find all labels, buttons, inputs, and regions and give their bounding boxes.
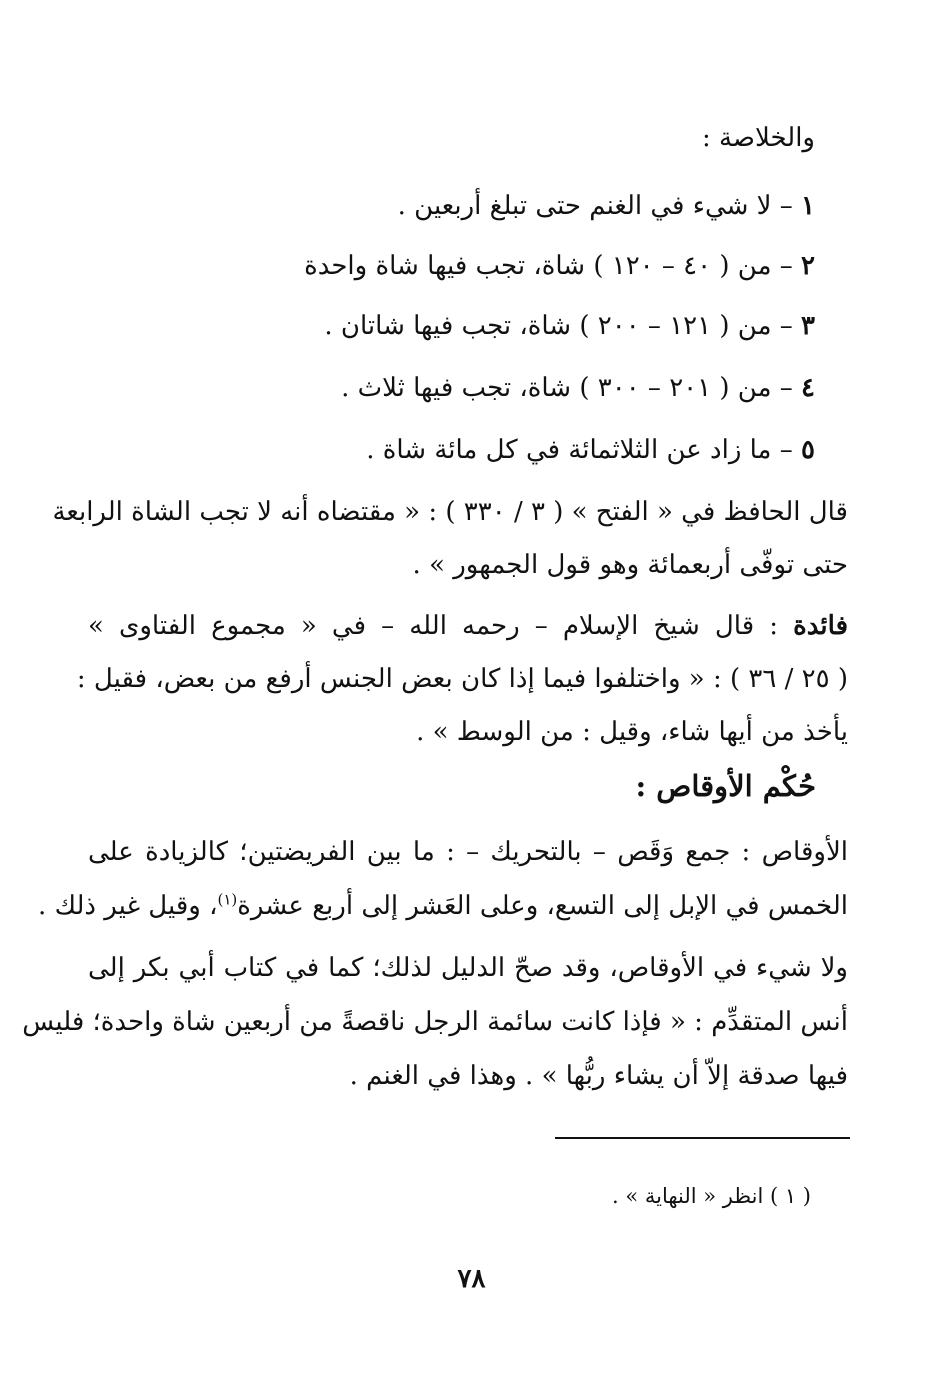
item-number: ٢ — [801, 251, 815, 281]
item-number: ٥ — [801, 435, 815, 465]
benefit-label: فائدة — [793, 611, 848, 641]
section-heading: حُكْم الأوقاص : — [635, 769, 816, 803]
awqas-line-1: الأوقاص : جمع وَقَص – بالتحريك – : ما بين الفريضتين؛ كالزيادة على — [88, 837, 848, 867]
benefit-text: : قال شيخ الإسلام – رحمه الله – في « مجموع الفتاوى » — [88, 611, 794, 641]
footnote-divider — [555, 1137, 850, 1139]
summary-item-2 — [304, 246, 815, 286]
item-number: ٣ — [801, 311, 815, 341]
item-number: ١ — [801, 191, 815, 221]
footnote: ( ١ ) انظر « النهاية » . — [611, 1184, 811, 1208]
benefit-line-2: ( ٢٥ / ٣٦ ) : « واختلفوا فيما إذا كان بعض الجنس أرفع من بعض، فقيل : — [76, 664, 848, 694]
awqas-p2-line-2: أنس المتقدِّم : « فإذا كانت سائمة الرجل ناقصةً من أربعين شاة واحدة؛ فليس — [22, 1007, 848, 1037]
awqas-p2-line-1: ولا شيء في الأوقاص، وقد صحّ الدليل لذلك؛ كما في كتاب أبي بكر إلى — [88, 953, 848, 983]
item-text: – من ( ٤٠ – ١٢٠ ) شاة، تجب فيها شاة واحدة — [304, 251, 802, 281]
item-text: – من ( ١٢١ – ٢٠٠ ) شاة، تجب فيها شاتان . — [324, 311, 802, 341]
fath-quote-line-1: قال الحافظ في « الفتح » ( ٣ / ٣٣٠ ) : « مقتضاه أنه لا تجب الشاة الرابعة — [52, 497, 848, 527]
footnote-reference: (١) — [217, 890, 238, 909]
item-text: – ما زاد عن الثلاثمائة في كل مائة شاة . — [366, 435, 802, 465]
awqas-line-2 — [38, 886, 848, 926]
summary-title: والخلاصة : — [701, 123, 815, 153]
benefit-line-3: يأخذ من أيها شاء، وقيل : من الوسط » . — [416, 717, 848, 747]
awqas-p2-line-3: فيها صدقة إلاّ أن يشاء ربُّها » . وهذا في الغنم . — [349, 1061, 848, 1091]
item-text: – لا شيء في الغنم حتى تبلغ أربعين . — [397, 191, 802, 221]
summary-item-4 — [341, 368, 815, 408]
summary-item-3 — [324, 306, 815, 346]
summary-item-1 — [398, 186, 815, 226]
page-number: ٧٨ — [457, 1264, 486, 1294]
fath-quote-line-2: حتى توفّى أربعمائة وهو قول الجمهور » . — [412, 550, 848, 580]
item-number: ٤ — [801, 373, 815, 403]
awqas-text: الخمس في الإبل إلى التسع، وعلى العَشر إلى أربع عشرة — [237, 891, 848, 921]
summary-item-5 — [366, 430, 815, 470]
awqas-text-end: ، وقيل غير ذلك . — [38, 891, 218, 921]
benefit-line-1 — [88, 606, 848, 646]
item-text: – من ( ٢٠١ – ٣٠٠ ) شاة، تجب فيها ثلاث . — [341, 373, 802, 403]
